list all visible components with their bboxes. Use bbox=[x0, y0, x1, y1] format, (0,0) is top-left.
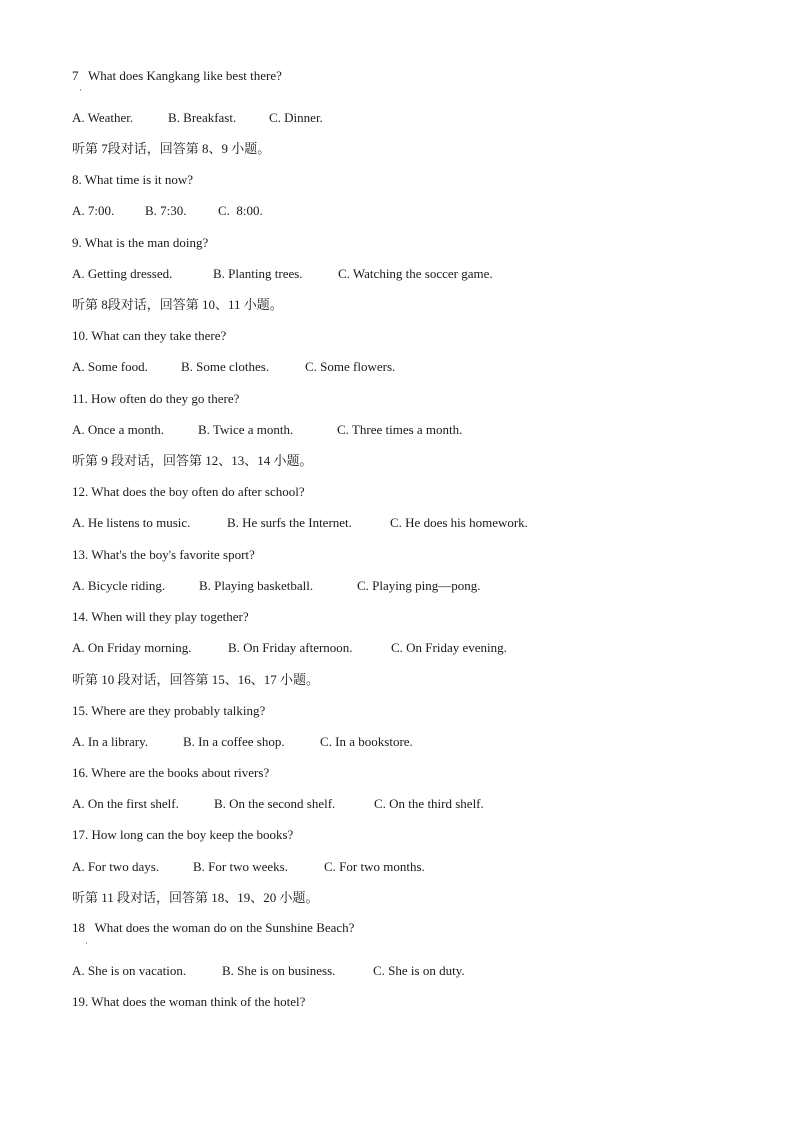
question-15: 15. Where are they probably talking? bbox=[72, 703, 266, 718]
option-c: C. On Friday evening. bbox=[391, 640, 507, 655]
option-b: B. In a coffee shop. bbox=[183, 734, 285, 749]
option-c: C. Watching the soccer game. bbox=[338, 266, 493, 281]
dialog-9-instruction: 听第 9 段对话，回答第 12、13、14 小题。 bbox=[72, 453, 313, 468]
option-c: C. He does his homework. bbox=[390, 515, 528, 530]
options-16 bbox=[72, 796, 484, 812]
dialog-8-instruction: 听第 8段对话，回答第 10、11 小题。 bbox=[72, 297, 283, 312]
options-13 bbox=[72, 578, 481, 594]
option-b: B. On Friday afternoon. bbox=[228, 640, 353, 655]
options-15 bbox=[72, 734, 413, 750]
option-c: C. 8:00. bbox=[218, 203, 263, 218]
option-b: B. He surfs the Internet. bbox=[227, 515, 352, 530]
option-a: A. In a library. bbox=[72, 734, 149, 749]
option-a: A. For two days. bbox=[72, 859, 160, 874]
option-c: C. Playing ping—pong. bbox=[357, 578, 481, 593]
question-19: 19. What does the woman think of the hotel? bbox=[72, 994, 306, 1009]
option-a: A. Bicycle riding. bbox=[72, 578, 166, 593]
question-14: 14. When will they play together? bbox=[72, 609, 249, 624]
option-b: B. She is on business. bbox=[222, 963, 336, 978]
option-a: A. 7:00. bbox=[72, 203, 115, 218]
option-c: C. In a bookstore. bbox=[320, 734, 413, 749]
question-11: 11. How often do they go there? bbox=[72, 391, 240, 406]
question-12: 12. What does the boy often do after school? bbox=[72, 484, 305, 499]
question-9: 9. What is the man doing? bbox=[72, 235, 209, 250]
option-c: C. Dinner. bbox=[269, 110, 323, 125]
option-a: A. On Friday morning. bbox=[72, 640, 192, 655]
option-c: C. Three times a month. bbox=[337, 422, 463, 437]
option-b: B. 7:30. bbox=[145, 203, 187, 218]
options-10 bbox=[72, 359, 395, 375]
question-10: 10. What can they take there? bbox=[72, 328, 227, 343]
option-a: A. He listens to music. bbox=[72, 515, 191, 530]
option-a: A. Weather. bbox=[72, 110, 134, 125]
option-b: B. For two weeks. bbox=[193, 859, 288, 874]
question-18: 18 What does the woman do on the Sunshine Beach? bbox=[72, 920, 355, 935]
question-16: 16. Where are the books about rivers? bbox=[72, 765, 270, 780]
option-c: C. On the third shelf. bbox=[374, 796, 484, 811]
dialog-11-instruction: 听第 11 段对话，回答第 18、19、20 小题。 bbox=[72, 890, 319, 905]
option-b: B. Planting trees. bbox=[213, 266, 303, 281]
option-a: A. Once a month. bbox=[72, 422, 165, 437]
option-a: A. She is on vacation. bbox=[72, 963, 187, 978]
options-18 bbox=[72, 963, 465, 979]
question-13: 13. What's the boy's favorite sport? bbox=[72, 547, 255, 562]
options-17 bbox=[72, 859, 425, 875]
option-c: C. Some flowers. bbox=[305, 359, 396, 374]
options-7 bbox=[72, 110, 323, 126]
options-9 bbox=[72, 266, 493, 282]
option-b: B. Some clothes. bbox=[181, 359, 270, 374]
stray-dot: · bbox=[85, 938, 88, 948]
options-11 bbox=[72, 422, 462, 438]
option-a: A. Some food. bbox=[72, 359, 148, 374]
options-14 bbox=[72, 640, 507, 656]
dialog-10-instruction: 听第 10 段对话，回答第 15、16、17 小题。 bbox=[72, 672, 320, 687]
option-b: B. Twice a month. bbox=[198, 422, 294, 437]
option-b: B. Breakfast. bbox=[168, 110, 237, 125]
question-8: 8. What time is it now? bbox=[72, 172, 194, 187]
option-c: C. She is on duty. bbox=[373, 963, 465, 978]
options-12 bbox=[72, 515, 528, 531]
question-7: 7 What does Kangkang like best there? bbox=[72, 68, 282, 83]
option-c: C. For two months. bbox=[324, 859, 425, 874]
options-8 bbox=[72, 203, 263, 219]
option-b: B. On the second shelf. bbox=[214, 796, 336, 811]
option-a: A. Getting dressed. bbox=[72, 266, 173, 281]
question-17: 17. How long can the boy keep the books? bbox=[72, 827, 294, 842]
option-b: B. Playing basketball. bbox=[199, 578, 314, 593]
option-a: A. On the first shelf. bbox=[72, 796, 179, 811]
stray-dot: · bbox=[79, 85, 82, 95]
dialog-7-instruction: 听第 7段对话，回答第 8、9 小题。 bbox=[72, 141, 271, 156]
